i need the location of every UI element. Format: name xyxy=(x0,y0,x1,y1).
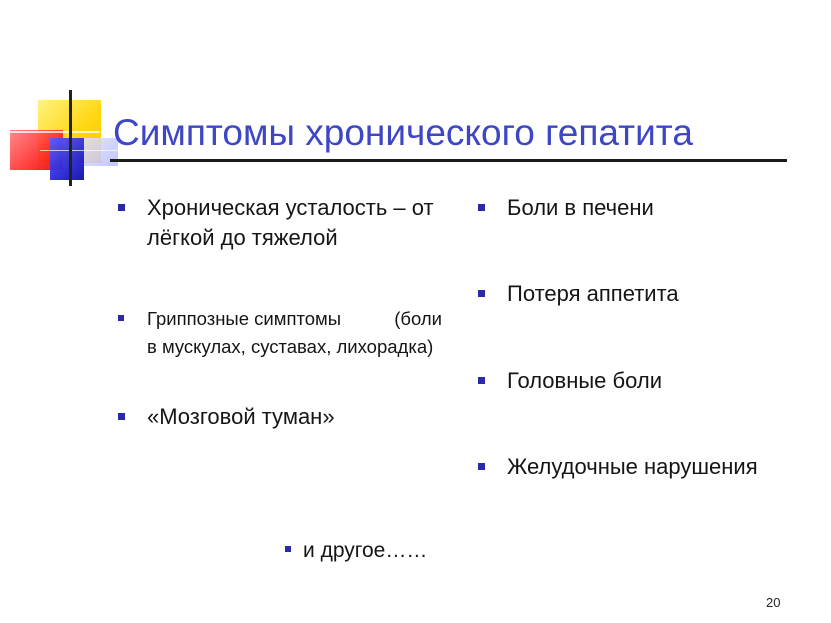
bullet-text-line: Головные боли xyxy=(507,368,662,393)
bullet-square-icon xyxy=(118,413,125,420)
bullet-item xyxy=(507,452,807,482)
bullet-square-icon xyxy=(118,204,125,211)
bullet-square-icon xyxy=(478,290,485,297)
bullet-text-line xyxy=(147,305,442,333)
bullet-text-line: Желудочные нарушения xyxy=(507,454,758,479)
logo-line xyxy=(10,131,100,133)
bullet-item xyxy=(147,305,447,361)
bullet-text-line: Боли в печени xyxy=(507,195,654,220)
logo-blue-square xyxy=(50,138,84,180)
bullet-square-icon xyxy=(478,377,485,384)
bullet-item xyxy=(507,366,807,396)
bullet-text-line: в мускулах, суставах, лихорадка) xyxy=(147,336,434,357)
bullet-text-line: Потеря аппетита xyxy=(507,281,679,306)
bullet-item xyxy=(507,193,807,223)
bullet-text-line: лёгкой до тяжелой xyxy=(147,225,338,250)
bullet-square-icon xyxy=(118,315,124,321)
bullet-square-icon xyxy=(478,463,485,470)
bullet-square-icon xyxy=(285,546,291,552)
bullet-square-icon xyxy=(478,204,485,211)
logo-line xyxy=(40,150,120,151)
bullet-item xyxy=(147,193,447,253)
bullet-text-line: «Мозговой туман» xyxy=(147,404,335,429)
page-number: 20 xyxy=(766,595,781,610)
title-divider xyxy=(110,159,787,162)
bullet-item xyxy=(147,402,447,432)
bullet-item xyxy=(303,537,503,565)
bullet-text-line: и другое…… xyxy=(303,539,428,562)
bullet-item xyxy=(507,279,807,309)
slide-title: Симптомы хронического гепатита xyxy=(113,112,693,153)
logo-vertical-line xyxy=(69,90,72,186)
bullet-text-line: Хроническая усталость – от xyxy=(147,195,434,220)
bullet-text-part: Гриппозные симптомы xyxy=(147,308,342,329)
bullet-text-part: (боли xyxy=(394,308,442,329)
